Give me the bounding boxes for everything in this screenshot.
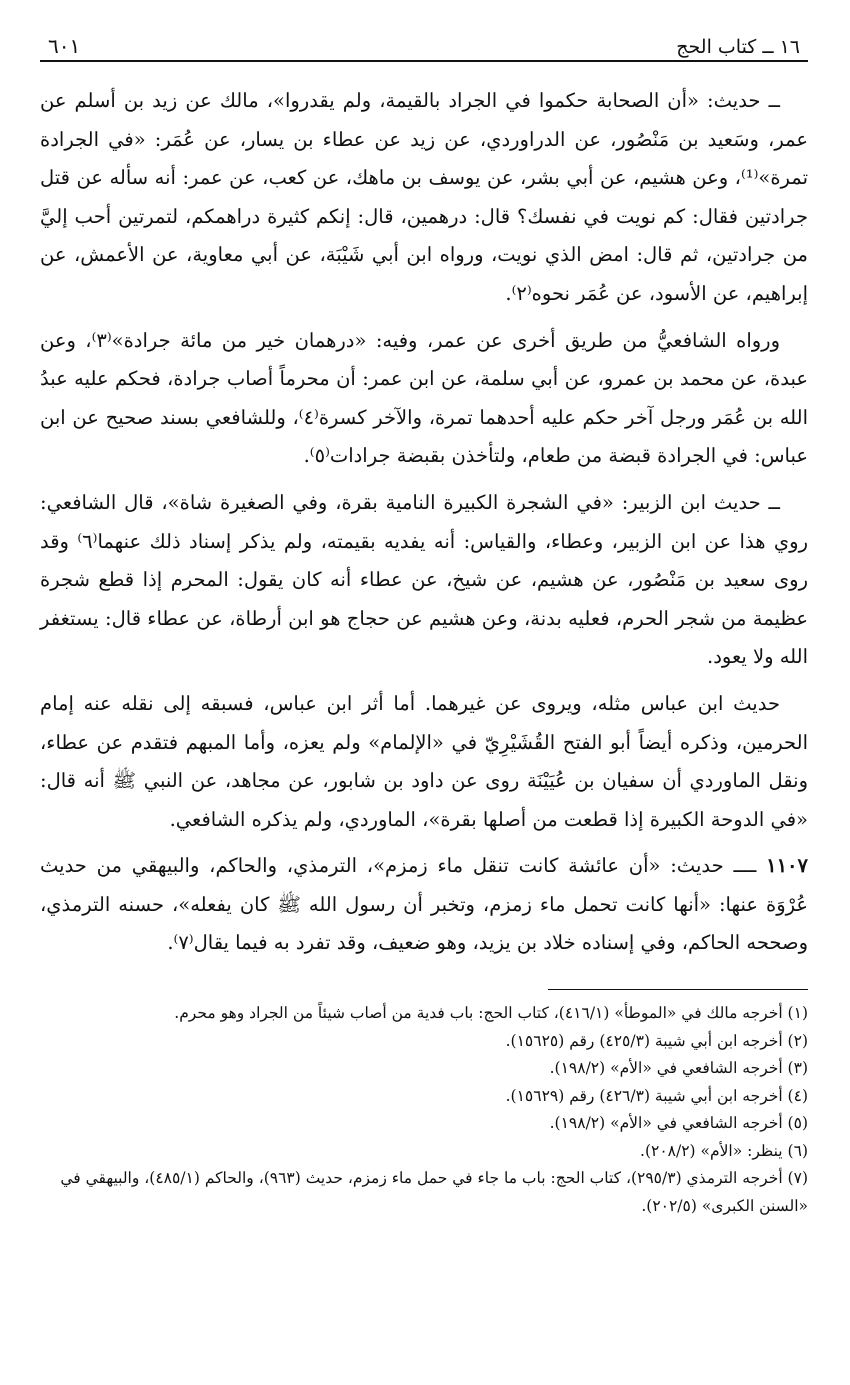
footnote-6: (٦) ينظر: «الأم» (٢٠٨/٢).	[640, 1141, 808, 1160]
main-text	[40, 82, 808, 963]
running-title: ١٦ ــ كتاب الحج	[676, 36, 800, 58]
footnotes-section	[40, 989, 808, 1220]
footnote-5: (٥) أخرجه الشافعي في «الأم» (١٩٨/٢).	[549, 1114, 808, 1133]
footnote-divider	[548, 989, 808, 990]
paragraph-shafii-narration: ورواه الشافعيُّ من طريق أخرى عن عمر، وفيه: «درهمان خير من مائة جرادة»⁽٣⁾، وعن عبدة، عن محمد بن عمرو، عن أبي سلمة، عن ابن عمر: أن محرماً أصاب جرادة، فحكم عليه عبدُ الله بن عُمَر ورجل آخر حكم عليه أحدهما تمرة، والآخر كسرة⁽٤⁾، وللشافعي بسند صحيح عن ابن عباس: في الجرادة قبضة من طعام، ولتأخذن بقبضة جرادات⁽٥⁾.	[40, 328, 808, 468]
hadith-text: حديث: «أن عائشة كانت تنقل ماء زمزم»، الترمذي، والحاكم، والبيهقي من حديث عُرْوَة عنها: «أنها كانت تحمل ماء زمزم، وتخبر أن رسول الله ﷺ كان يفعله»، حسنه الترمذي، وصححه الحاكم، وفي إسناده خلاد بن يزيد، وهو ضعيف، وقد تفرد به فيما يقال⁽٧⁾.	[40, 854, 808, 955]
page-number: ٦٠١	[48, 34, 81, 58]
hadith-dash: ــــ	[723, 854, 767, 878]
footnote-7: (٧) أخرجه الترمذي (٢٩٥/٣)، كتاب الحج: باب ما جاء في حمل ماء زمزم، حديث (٩٦٣)، والحاكم (٤٨٥/١)، والبيهقي في «السنن الكبرى» (٢٠٢/٥).	[60, 1169, 808, 1215]
paragraph-ibn-zubayr-hadith: ــ حديث ابن الزبير: «في الشجرة الكبيرة النامية بقرة، وفي الصغيرة شاة»، قال الشافعي: روي هذا عن ابن الزبير، وعطاء، والقياس: أنه يفديه بقيمته، ولم يذكر إسناد ذلك عنهما⁽٦⁾ وقد روى سعيد بن مَنْصُور، عن هشيم، عن شيخ، عن عطاء أنه كان يقول: المحرم إذا قطع شجرة عظيمة من شجر الحرم، فعليه بدنة، وعن هشيم عن حجاج هو ابن أرطاة، عن عطاء قال: يستغفر الله ولا يعود.	[40, 490, 808, 669]
footnote-3: (٣) أخرجه الشافعي في «الأم» (١٩٨/٢).	[549, 1059, 808, 1078]
hadith-1107	[40, 847, 808, 963]
footnote-1: (١) أخرجه مالك في «الموطأ» (٤١٦/١)، كتاب الحج: باب فدية من أصاب شيئاً من الجراد وهو محرم.	[174, 1004, 808, 1023]
hadith-number: ١١٠٧	[766, 854, 809, 878]
page-header	[40, 0, 808, 62]
footnote-4: (٤) أخرجه ابن أبي شيبة (٤٢٦/٣) رقم (١٥٦٢٩).	[505, 1086, 808, 1105]
paragraph-ibn-abbas-hadith: حديث ابن عباس مثله، ويروى عن غيرهما. أما أثر ابن عباس، فسبقه إلى نقله عنه إمام الحرمين، وذكره أيضاً أبو الفتح القُشَيْرِيّ في «الإلمام» ولم يعزه، وأما المبهم فتقدم عن عطاء، ونقل الماوردي أن سفيان بن عُيَيْنَة روى عن داود بن شابور، عن مجاهد، عن النبي ﷺ أنه قال: «في الدوحة الكبيرة إذا قطعت من أصلها بقرة»، الماوردي، ولم يذكره الشافعي.	[40, 691, 808, 831]
footnote-2: (٢) أخرجه ابن أبي شيبة (٤٢٥/٣) رقم (١٥٦٢٥).	[505, 1031, 808, 1050]
paragraph-locust-hadith: ــ حديث: «أن الصحابة حكموا في الجراد بالقيمة، ولم يقدروا»، مالك عن زيد بن أسلم عن عمر، وسَعيد بن مَنْصُور، عن الدراوردي، عن زيد عن عطاء بن يسار، عن عُمَر: «في الجرادة تمرة»⁽¹⁾، وعن هشيم، عن أبي بشر، عن يوسف بن ماهك، عن كعب، عن عمر: أنه سأله عن قتل جرادتين فقال: كم نويت في نفسك؟ قال: درهمين، قال: إنكم كثيرة دراهمكم، لتمرتين أحب إليَّ من جرادتين، ثم قال: امض الذي نويت، ورواه ابن أبي شَيْبَة، عن أبي معاوية، عن الأعمش، عن إبراهيم، عن الأسود، عن عُمَر نحوه⁽٢⁾.	[40, 89, 808, 305]
